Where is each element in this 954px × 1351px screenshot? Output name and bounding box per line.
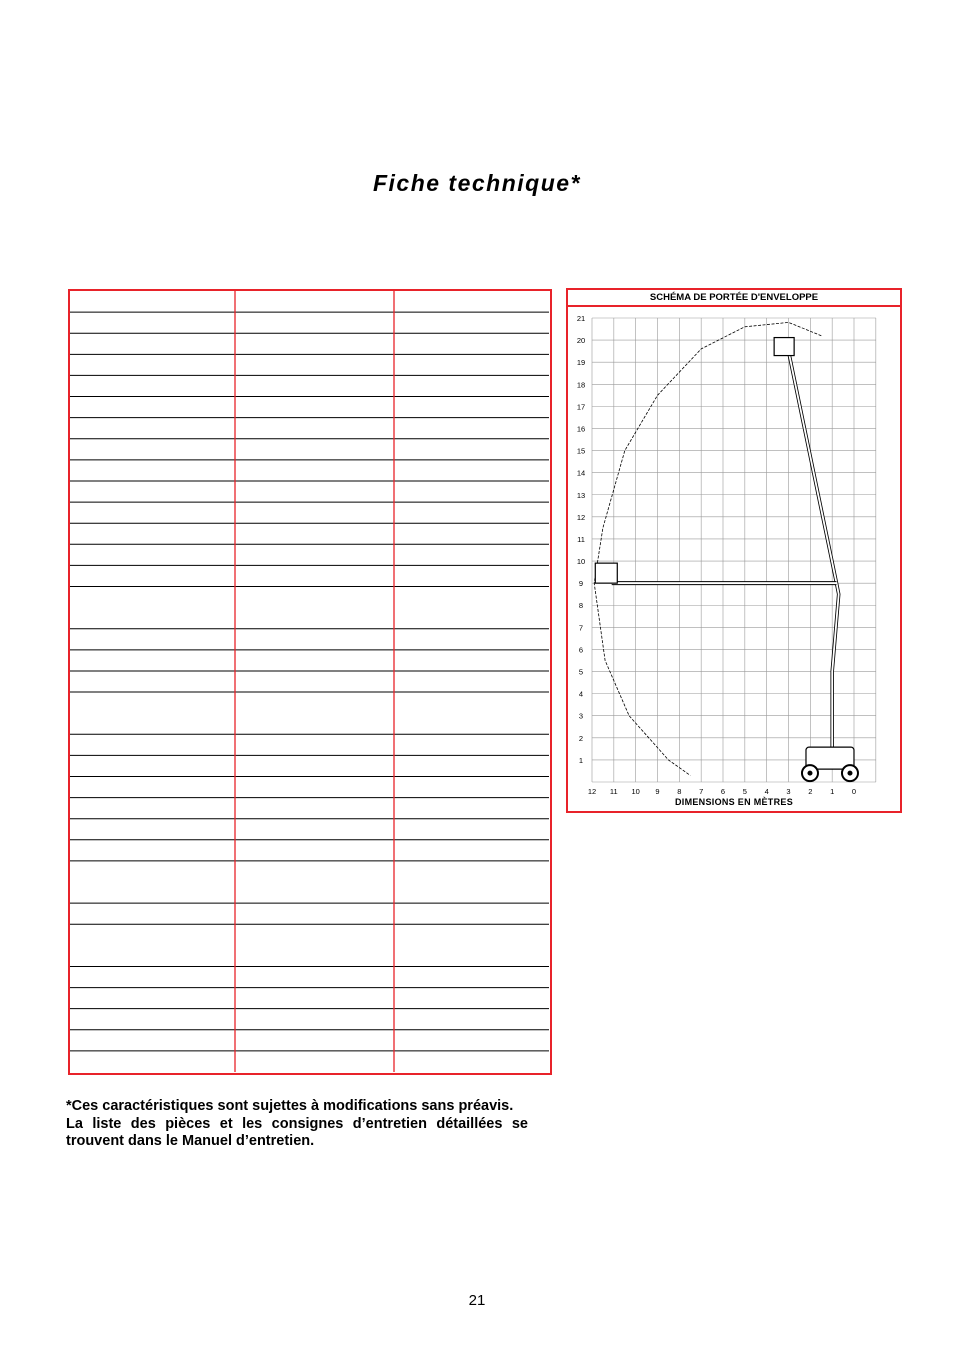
platform-basket-horizontal	[595, 563, 617, 583]
x-tick-label: 10	[631, 787, 640, 796]
x-tick-label: 6	[720, 787, 726, 796]
diagram-title: SCHÉMA DE PORTÉE D'ENVELOPPE	[566, 288, 902, 307]
y-tick-label: 17	[576, 402, 586, 412]
x-tick-label: 2	[808, 787, 813, 796]
y-tick-label: 21	[576, 314, 586, 323]
x-tick-label: 0	[851, 787, 857, 796]
y-tick-label: 6	[578, 645, 584, 655]
machine-front-hub	[847, 771, 852, 776]
x-tick-labels	[588, 787, 856, 796]
spec-table	[68, 289, 552, 1075]
reach-chart	[568, 290, 900, 811]
x-tick-label: 3	[786, 787, 791, 796]
y-tick-label: 8	[578, 601, 584, 611]
y-tick-label: 14	[576, 468, 586, 478]
x-axis-label: DIMENSIONS EN MÈTRES	[674, 797, 793, 807]
x-tick-label: 4	[764, 787, 769, 796]
y-tick-label: 16	[576, 424, 586, 434]
y-tick-label: 1	[578, 755, 584, 765]
y-tick-label: 13	[576, 490, 586, 500]
footnote-manual-reference: La liste des pièces et les consignes d’entretien détaillées se trouvent dans le Manuel d’entretien.	[66, 1115, 528, 1149]
y-tick-label: 19	[576, 358, 586, 368]
y-tick-label: 20	[576, 336, 586, 346]
page-number: 21	[468, 1292, 486, 1309]
y-tick-label: 3	[578, 711, 584, 721]
y-tick-label: 18	[576, 380, 586, 390]
x-tick-label: 1	[830, 787, 835, 796]
y-tick-label: 11	[577, 534, 585, 544]
y-tick-label: 2	[578, 733, 584, 743]
y-tick-label: 5	[578, 667, 584, 677]
x-tick-label: 12	[587, 787, 597, 796]
spec-table-grid	[70, 291, 549, 1072]
platform-basket-raised	[774, 338, 794, 356]
y-tick-label: 12	[576, 512, 586, 522]
reach-envelope-curve	[594, 322, 821, 775]
y-tick-label: 9	[578, 579, 584, 589]
x-tick-label: 11	[609, 787, 618, 796]
x-tick-label: 7	[699, 787, 704, 796]
x-tick-label: 9	[655, 787, 660, 796]
page-title: Fiche technique*	[372, 170, 582, 196]
y-tick-labels	[577, 314, 585, 765]
y-tick-label: 4	[578, 689, 584, 699]
x-tick-label: 5	[742, 787, 747, 796]
y-tick-label: 15	[576, 446, 586, 456]
footnote-disclaimer: *Ces caractéristiques sont sujettes à modifications sans préavis.	[66, 1098, 514, 1114]
footnote	[66, 1098, 528, 1151]
machine-rear-hub	[807, 771, 812, 776]
y-tick-label: 7	[578, 623, 584, 633]
x-tick-label: 8	[677, 787, 682, 796]
y-tick-label: 10	[576, 557, 586, 567]
reach-envelope-diagram	[566, 288, 902, 813]
